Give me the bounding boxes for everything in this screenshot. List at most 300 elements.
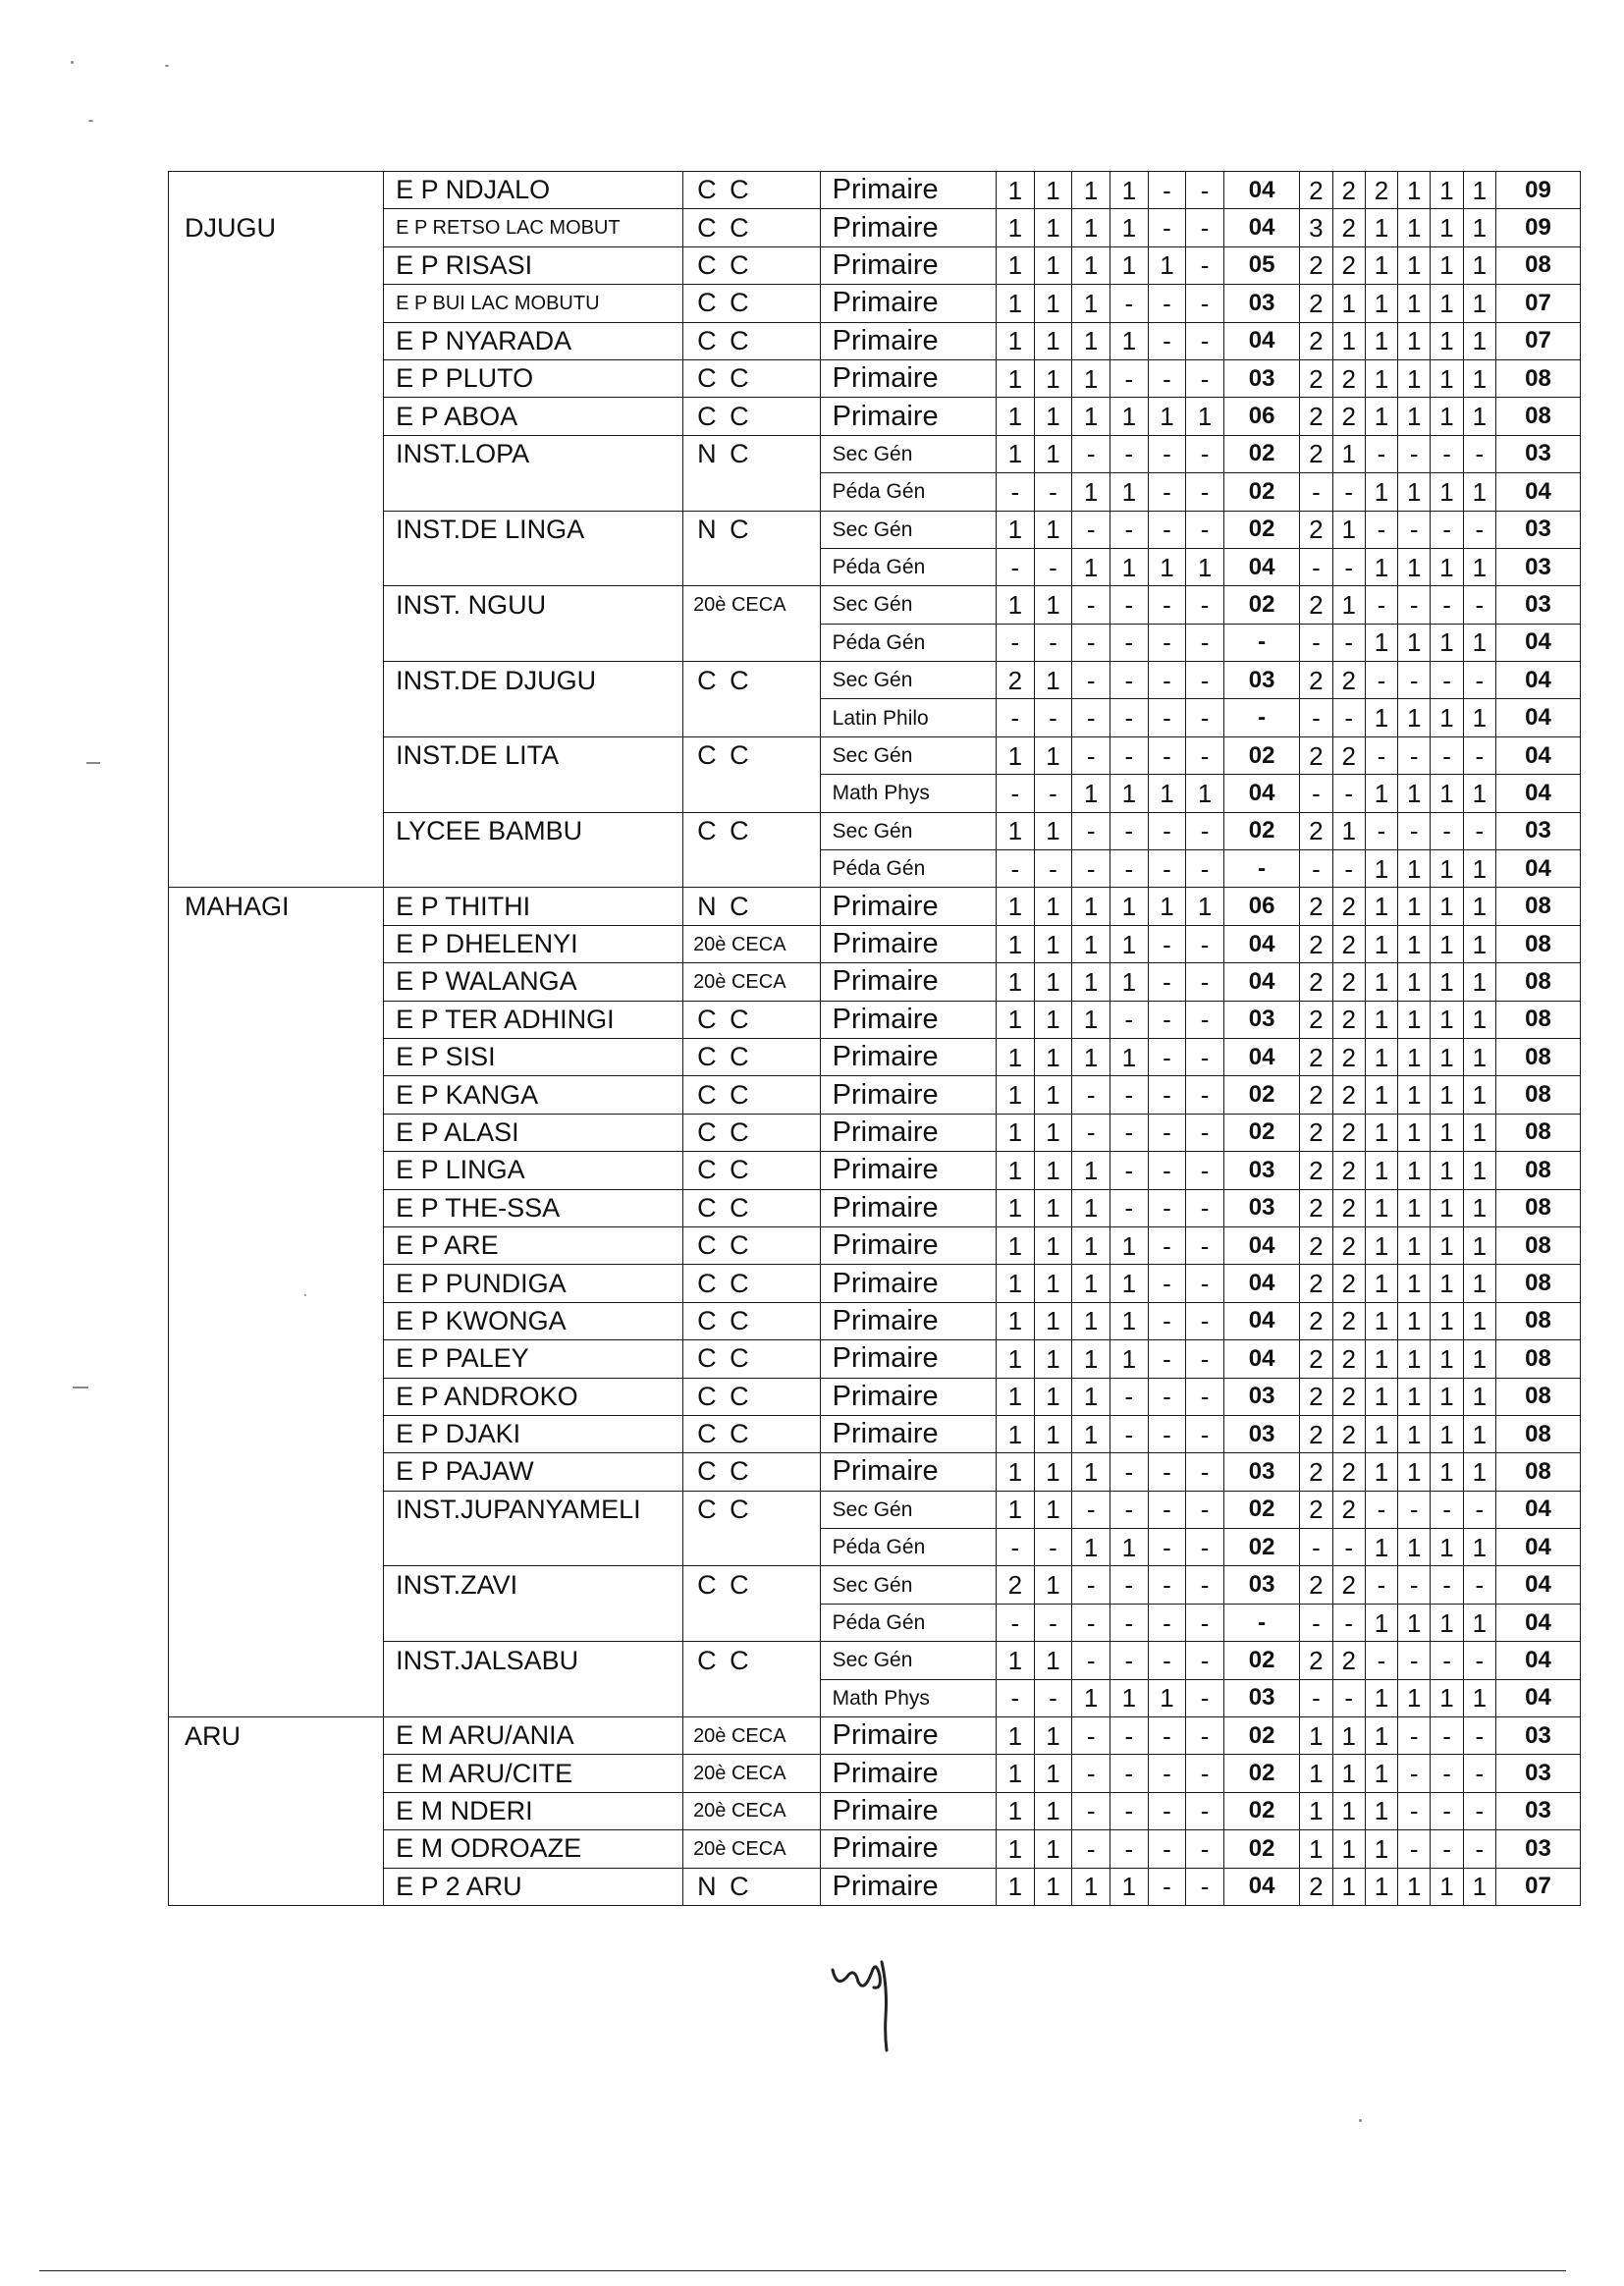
enrolment-cell: 2 — [997, 662, 1035, 699]
status-cell: 20è CECA — [683, 963, 821, 1001]
staff-cell: - — [1332, 775, 1365, 812]
staff-cell: - — [1463, 1566, 1495, 1604]
table-row — [169, 624, 1581, 661]
enrolment-cell: 1 — [1034, 1340, 1072, 1378]
enrolment-cell: 1 — [1110, 888, 1148, 925]
staff-cell: - — [1463, 736, 1495, 774]
table-row — [169, 775, 1581, 812]
school-name-cell: E P 2 ARU — [384, 1868, 683, 1905]
staff-cell: 1 — [1300, 1717, 1332, 1755]
enrolment-cell: - — [1186, 1868, 1224, 1905]
staff-total-cell: 04 — [1495, 775, 1580, 812]
enrolment-cell: - — [1072, 1830, 1110, 1868]
enrolment-cell: 1 — [1072, 1453, 1110, 1491]
enrolment-cell: 1 — [1034, 209, 1072, 246]
enrolment-cell: 1 — [1034, 1265, 1072, 1302]
district-cell — [169, 1189, 384, 1226]
staff-cell: - — [1398, 736, 1431, 774]
staff-cell: 2 — [1300, 586, 1332, 624]
staff-cell: 1 — [1398, 246, 1431, 284]
enrolment-cell: - — [1148, 812, 1186, 849]
enrolment-cell: - — [1186, 1604, 1224, 1641]
staff-cell: - — [1332, 548, 1365, 585]
enrolment-cell: - — [1186, 511, 1224, 548]
enrolment-cell: - — [1186, 850, 1224, 888]
staff-cell: 1 — [1365, 1226, 1397, 1264]
district-cell — [169, 1152, 384, 1189]
staff-cell: 1 — [1463, 246, 1495, 284]
staff-cell: 1 — [1431, 172, 1463, 209]
section-cell: Primaire — [820, 1792, 996, 1829]
table-row — [169, 1830, 1581, 1868]
enrolment-cell: - — [1072, 1642, 1110, 1679]
staff-cell: 1 — [1431, 963, 1463, 1001]
staff-cell: - — [1463, 511, 1495, 548]
staff-cell: - — [1398, 435, 1431, 472]
staff-cell: 1 — [1431, 473, 1463, 511]
staff-total-cell: 03 — [1495, 548, 1580, 585]
enrolment-cell: 1 — [1072, 359, 1110, 397]
staff-cell: 1 — [1463, 1302, 1495, 1339]
section-cell: Primaire — [820, 285, 996, 322]
staff-cell: 1 — [1365, 398, 1397, 435]
section-cell: Primaire — [820, 1038, 996, 1075]
status-cell: N C — [683, 888, 821, 925]
scan-speck — [304, 1294, 306, 1296]
enrolment-cell: - — [1034, 624, 1072, 661]
enrolment-cell: 1 — [997, 1114, 1035, 1151]
enrolment-cell: - — [1186, 209, 1224, 246]
school-name-cell: E P SISI — [384, 1038, 683, 1075]
enrolment-cell: - — [1072, 736, 1110, 774]
staff-cell: 1 — [1398, 1152, 1431, 1189]
staff-cell: 2 — [1300, 1491, 1332, 1528]
enrolment-cell: 1 — [1034, 1226, 1072, 1264]
staff-cell: 1 — [1431, 1604, 1463, 1641]
school-name-cell — [384, 1604, 683, 1641]
staff-cell: 1 — [1431, 246, 1463, 284]
staff-cell: 1 — [1365, 1114, 1397, 1151]
enrolment-cell: 1 — [997, 1453, 1035, 1491]
enrolment-cell: - — [1186, 172, 1224, 209]
staff-cell: 1 — [1431, 925, 1463, 962]
school-name-cell: E P THITHI — [384, 888, 683, 925]
section-cell: Péda Gén — [820, 1529, 996, 1566]
staff-cell: 1 — [1463, 1415, 1495, 1452]
staff-cell: 1 — [1431, 1378, 1463, 1415]
staff-cell: - — [1300, 624, 1332, 661]
staff-cell: - — [1365, 586, 1397, 624]
enrolment-cell: 1 — [997, 398, 1035, 435]
table-row — [169, 888, 1581, 925]
staff-cell: 1 — [1398, 548, 1431, 585]
enrolment-cell: 1 — [1034, 398, 1072, 435]
staff-cell: 1 — [1365, 1415, 1397, 1452]
school-name-cell — [384, 850, 683, 888]
enrolment-total-cell: 04 — [1223, 963, 1299, 1001]
enrolment-cell: - — [1186, 1189, 1224, 1226]
enrolment-cell: - — [1186, 699, 1224, 736]
staff-cell: 1 — [1431, 1529, 1463, 1566]
enrolment-total-cell: 04 — [1223, 1868, 1299, 1905]
staff-cell: - — [1365, 662, 1397, 699]
enrolment-cell: - — [1072, 511, 1110, 548]
enrolment-cell: - — [1072, 586, 1110, 624]
enrolment-cell: 1 — [1034, 1189, 1072, 1226]
scan-speck — [73, 1387, 88, 1388]
enrolment-cell: 1 — [997, 1378, 1035, 1415]
staff-total-cell: 04 — [1495, 1679, 1580, 1716]
staff-total-cell: 07 — [1495, 285, 1580, 322]
district-cell — [169, 1604, 384, 1641]
enrolment-cell: - — [1186, 1830, 1224, 1868]
school-name-cell: E P PAJAW — [384, 1453, 683, 1491]
enrolment-cell: 1 — [1186, 398, 1224, 435]
enrolment-cell: - — [1186, 624, 1224, 661]
enrolment-cell: 1 — [997, 172, 1035, 209]
staff-cell: 1 — [1398, 1378, 1431, 1415]
enrolment-total-cell: 03 — [1223, 1001, 1299, 1038]
section-cell: Primaire — [820, 1001, 996, 1038]
staff-cell: - — [1365, 1566, 1397, 1604]
enrolment-cell: - — [1110, 699, 1148, 736]
enrolment-cell: 1 — [1072, 1226, 1110, 1264]
staff-cell: - — [1398, 1566, 1431, 1604]
staff-cell: 2 — [1300, 812, 1332, 849]
enrolment-cell: - — [1110, 736, 1148, 774]
enrolment-cell: - — [1186, 1792, 1224, 1829]
enrolment-cell: 1 — [1034, 1114, 1072, 1151]
enrolment-total-cell: 02 — [1223, 1792, 1299, 1829]
enrolment-cell: 1 — [1110, 246, 1148, 284]
enrolment-cell: - — [1072, 1076, 1110, 1114]
enrolment-cell: - — [1072, 699, 1110, 736]
school-name-cell: E P THE-SSA — [384, 1189, 683, 1226]
district-cell — [169, 1529, 384, 1566]
enrolment-cell: - — [1148, 1529, 1186, 1566]
staff-cell: 1 — [1332, 435, 1365, 472]
enrolment-cell: - — [1072, 435, 1110, 472]
staff-cell: 1 — [1463, 963, 1495, 1001]
table-row — [169, 963, 1581, 1001]
status-cell: C C — [683, 285, 821, 322]
enrolment-total-cell: 02 — [1223, 1830, 1299, 1868]
staff-cell: - — [1431, 1717, 1463, 1755]
enrolment-cell: - — [1186, 1529, 1224, 1566]
table-row — [169, 1265, 1581, 1302]
status-cell — [683, 775, 821, 812]
staff-cell: 1 — [1365, 209, 1397, 246]
district-cell — [169, 1491, 384, 1528]
enrolment-total-cell: - — [1223, 624, 1299, 661]
section-cell: Primaire — [820, 1265, 996, 1302]
enrolment-cell: - — [1186, 662, 1224, 699]
enrolment-cell: - — [1034, 1529, 1072, 1566]
section-cell: Primaire — [820, 1302, 996, 1339]
enrolment-cell: 1 — [997, 1755, 1035, 1792]
enrolment-total-cell: 04 — [1223, 775, 1299, 812]
staff-cell: - — [1431, 736, 1463, 774]
school-name-cell: E P NDJALO — [384, 172, 683, 209]
enrolment-cell: 1 — [1110, 172, 1148, 209]
staff-cell: - — [1300, 548, 1332, 585]
enrolment-cell: 1 — [1072, 925, 1110, 962]
staff-cell: - — [1300, 1679, 1332, 1716]
staff-cell: 2 — [1332, 1340, 1365, 1378]
enrolment-total-cell: 02 — [1223, 1529, 1299, 1566]
staff-cell: 2 — [1332, 1038, 1365, 1075]
staff-cell: 1 — [1332, 1868, 1365, 1905]
staff-cell: 1 — [1431, 1302, 1463, 1339]
school-name-cell: INST.LOPA — [384, 435, 683, 472]
staff-cell: 1 — [1332, 1755, 1365, 1792]
enrolment-total-cell: 04 — [1223, 548, 1299, 585]
staff-cell: - — [1398, 1491, 1431, 1528]
enrolment-cell: 1 — [1072, 1529, 1110, 1566]
staff-total-cell: 08 — [1495, 1076, 1580, 1114]
school-name-cell: INST.DE LINGA — [384, 511, 683, 548]
staff-cell: 1 — [1463, 1378, 1495, 1415]
staff-cell: 1 — [1431, 775, 1463, 812]
table-row — [169, 812, 1581, 849]
staff-cell: 1 — [1365, 1755, 1397, 1792]
status-cell: C C — [683, 662, 821, 699]
enrolment-cell: - — [1186, 435, 1224, 472]
enrolment-total-cell: 04 — [1223, 925, 1299, 962]
staff-cell: - — [1365, 435, 1397, 472]
enrolment-cell: 1 — [997, 1792, 1035, 1829]
enrolment-cell: - — [1148, 1114, 1186, 1151]
section-cell: Primaire — [820, 1453, 996, 1491]
staff-cell: 1 — [1398, 1265, 1431, 1302]
enrolment-cell: 1 — [1034, 1830, 1072, 1868]
enrolment-cell: - — [997, 1529, 1035, 1566]
school-name-cell: E P ARE — [384, 1226, 683, 1264]
staff-cell: 2 — [1300, 511, 1332, 548]
enrolment-cell: - — [1186, 246, 1224, 284]
school-name-cell: INST.ZAVI — [384, 1566, 683, 1604]
enrolment-cell: - — [997, 850, 1035, 888]
staff-cell: 1 — [1431, 1265, 1463, 1302]
enrolment-cell: 1 — [997, 511, 1035, 548]
staff-cell: 1 — [1365, 285, 1397, 322]
district-cell — [169, 285, 384, 322]
staff-cell: 2 — [1300, 1152, 1332, 1189]
staff-cell: 2 — [1300, 925, 1332, 962]
staff-total-cell: 07 — [1495, 322, 1580, 359]
enrolment-cell: 1 — [1072, 1152, 1110, 1189]
school-name-cell — [384, 473, 683, 511]
enrolment-cell: 1 — [1148, 888, 1186, 925]
staff-cell: 1 — [1431, 1152, 1463, 1189]
enrolment-total-cell: 02 — [1223, 1717, 1299, 1755]
status-cell — [683, 1529, 821, 1566]
enrolment-cell: 1 — [997, 285, 1035, 322]
staff-total-cell: 08 — [1495, 1038, 1580, 1075]
staff-cell: 1 — [1463, 1529, 1495, 1566]
enrolment-cell: 1 — [1034, 888, 1072, 925]
enrolment-cell: - — [1110, 359, 1148, 397]
enrolment-cell: 1 — [997, 1189, 1035, 1226]
enrolment-cell: 1 — [997, 209, 1035, 246]
enrolment-cell: - — [1110, 850, 1148, 888]
staff-cell: 1 — [1365, 1152, 1397, 1189]
status-cell: C C — [683, 322, 821, 359]
staff-cell: 2 — [1332, 888, 1365, 925]
section-cell: Primaire — [820, 1830, 996, 1868]
staff-cell: - — [1365, 1491, 1397, 1528]
enrolment-cell: - — [1148, 1265, 1186, 1302]
staff-total-cell: 08 — [1495, 1340, 1580, 1378]
district-cell — [169, 775, 384, 812]
enrolment-cell: 1 — [1034, 285, 1072, 322]
school-name-cell: E P TER ADHINGI — [384, 1001, 683, 1038]
staff-cell: 1 — [1365, 1604, 1397, 1641]
staff-cell: 2 — [1332, 1001, 1365, 1038]
section-cell: Primaire — [820, 1755, 996, 1792]
staff-total-cell: 08 — [1495, 1189, 1580, 1226]
district-cell — [169, 963, 384, 1001]
section-cell: Primaire — [820, 925, 996, 962]
district-cell — [169, 586, 384, 624]
staff-cell: - — [1463, 1717, 1495, 1755]
staff-cell: 2 — [1300, 1001, 1332, 1038]
enrolment-cell: 1 — [1072, 888, 1110, 925]
staff-cell: 2 — [1300, 662, 1332, 699]
staff-cell: 2 — [1300, 398, 1332, 435]
enrolment-cell: 1 — [1072, 1415, 1110, 1452]
staff-cell: 1 — [1431, 548, 1463, 585]
table-row — [169, 662, 1581, 699]
staff-cell: 1 — [1365, 1076, 1397, 1114]
section-cell: Primaire — [820, 1189, 996, 1226]
section-cell: Péda Gén — [820, 473, 996, 511]
enrolment-cell: - — [1186, 322, 1224, 359]
enrolment-cell: - — [1186, 1679, 1224, 1716]
enrolment-cell: - — [1186, 1302, 1224, 1339]
enrolment-cell: 1 — [997, 736, 1035, 774]
district-cell — [169, 1076, 384, 1114]
enrolment-cell: - — [1148, 1566, 1186, 1604]
district-cell — [169, 1755, 384, 1792]
section-cell: Primaire — [820, 1114, 996, 1151]
staff-cell: - — [1431, 812, 1463, 849]
school-name-cell: E P KANGA — [384, 1076, 683, 1114]
enrolment-cell: - — [1148, 322, 1186, 359]
table-row — [169, 1755, 1581, 1792]
enrolment-cell: - — [1110, 1717, 1148, 1755]
staff-cell: - — [1398, 586, 1431, 624]
staff-cell: 2 — [1332, 1265, 1365, 1302]
section-cell: Sec Gén — [820, 1566, 996, 1604]
district-cell: MAHAGI — [169, 888, 384, 925]
enrolment-cell: 1 — [997, 1717, 1035, 1755]
scan-speck — [165, 65, 169, 67]
staff-cell: 2 — [1300, 963, 1332, 1001]
section-cell: Primaire — [820, 172, 996, 209]
staff-cell: 2 — [1300, 1302, 1332, 1339]
staff-cell: 2 — [1332, 209, 1365, 246]
staff-cell: 1 — [1300, 1792, 1332, 1829]
enrolment-cell: - — [1110, 1114, 1148, 1151]
staff-cell: 1 — [1463, 209, 1495, 246]
enrolment-total-cell: 06 — [1223, 888, 1299, 925]
enrolment-cell: 1 — [1186, 775, 1224, 812]
table-row — [169, 209, 1581, 246]
staff-cell: 1 — [1398, 322, 1431, 359]
school-name-cell: E P ALASI — [384, 1114, 683, 1151]
enrolment-total-cell: 03 — [1223, 359, 1299, 397]
status-cell — [683, 850, 821, 888]
enrolment-total-cell: 03 — [1223, 1566, 1299, 1604]
school-name-cell: E P DHELENYI — [384, 925, 683, 962]
staff-cell: 2 — [1365, 172, 1397, 209]
district-cell — [169, 1830, 384, 1868]
enrolment-cell: 1 — [997, 1152, 1035, 1189]
status-cell: C C — [683, 1114, 821, 1151]
section-cell: Math Phys — [820, 1679, 996, 1716]
district-cell — [169, 1038, 384, 1075]
enrolment-cell: 1 — [1034, 435, 1072, 472]
staff-total-cell: 03 — [1495, 1717, 1580, 1755]
school-name-cell — [384, 548, 683, 585]
enrolment-cell: - — [1148, 624, 1186, 661]
staff-cell: 1 — [1398, 1415, 1431, 1452]
staff-cell: 1 — [1398, 398, 1431, 435]
staff-cell: 1 — [1463, 1001, 1495, 1038]
enrolment-total-cell: 02 — [1223, 473, 1299, 511]
staff-cell: 2 — [1300, 1415, 1332, 1452]
enrolment-total-cell: 02 — [1223, 1755, 1299, 1792]
staff-cell: 1 — [1365, 1717, 1397, 1755]
staff-cell: 1 — [1332, 812, 1365, 849]
staff-cell: 1 — [1398, 775, 1431, 812]
enrolment-total-cell: 02 — [1223, 511, 1299, 548]
staff-total-cell: 04 — [1495, 624, 1580, 661]
enrolment-cell: - — [997, 548, 1035, 585]
enrolment-cell: - — [1186, 1001, 1224, 1038]
staff-cell: - — [1365, 1642, 1397, 1679]
staff-cell: 1 — [1398, 1038, 1431, 1075]
enrolment-cell: - — [1148, 736, 1186, 774]
enrolment-cell: - — [1186, 1114, 1224, 1151]
staff-cell: - — [1332, 1604, 1365, 1641]
status-cell: C C — [683, 1189, 821, 1226]
section-cell: Primaire — [820, 209, 996, 246]
staff-cell: 1 — [1365, 1302, 1397, 1339]
staff-cell: - — [1398, 1755, 1431, 1792]
enrolment-cell: - — [1186, 473, 1224, 511]
staff-cell: 2 — [1332, 1302, 1365, 1339]
staff-cell: 1 — [1431, 624, 1463, 661]
enrolment-cell: - — [1072, 662, 1110, 699]
staff-total-cell: 07 — [1495, 1868, 1580, 1905]
status-cell: C C — [683, 1076, 821, 1114]
enrolment-cell: 1 — [1034, 925, 1072, 962]
district-cell — [169, 322, 384, 359]
enrolment-cell: 1 — [1072, 1378, 1110, 1415]
enrolment-cell: 1 — [997, 1001, 1035, 1038]
staff-total-cell: 09 — [1495, 172, 1580, 209]
staff-cell: 1 — [1398, 1604, 1431, 1641]
staff-cell: 1 — [1365, 548, 1397, 585]
enrolment-cell: 1 — [1110, 1226, 1148, 1264]
status-cell: C C — [683, 736, 821, 774]
staff-cell: 2 — [1332, 359, 1365, 397]
district-cell — [169, 699, 384, 736]
enrolment-cell: - — [1072, 1755, 1110, 1792]
district-cell — [169, 1453, 384, 1491]
